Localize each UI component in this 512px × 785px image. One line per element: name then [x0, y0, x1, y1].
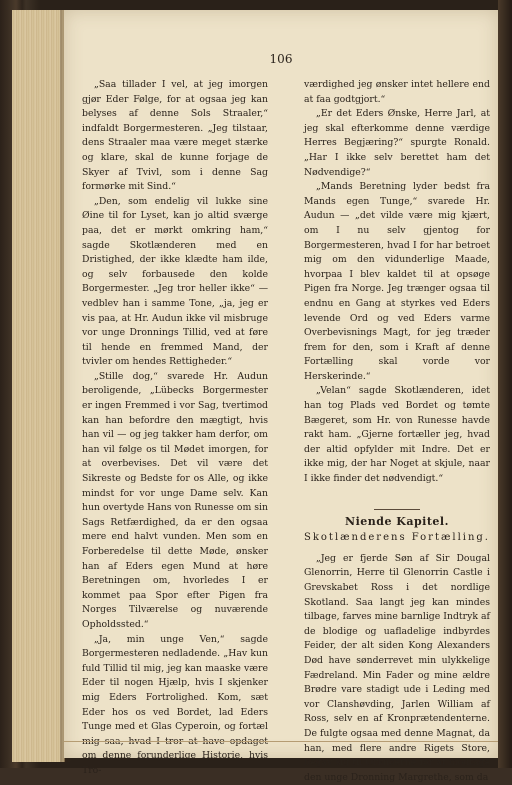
paragraph: „Den, som endelig vil lukke sine Øine til for Lyset, kan jo altid sværge paa, det er mørkt omkring ham,“ sagde Skotlænderen med en Dristighed, der ikke klædte ham ilde, og selv forbausede den kolde Borgermester. „Jeg tror heller ikke“ — vedblev han i samme Tone, „ja, jeg er vis paa, at Hr. Audun ikke vil misbruge vor unge Dronnings Tillid, ved at føre til hende en fremmed Mand, der tvivler om hendes Rettigheder.“ — [82, 195, 268, 368]
facing-page-edge — [498, 0, 512, 768]
paragraph: „Saa tillader I vel, at jeg imorgen gjør Eder Følge, for at ogsaa jeg kan belyses af denne Sols Straaler,“ indfaldt Borgermesteren. „Jeg tilstaar, dens Straaler maa være meget stærke og klare, skal de kunne forjage de Skyer af Tvivl, som i denne Sag formørke mit Sind.“ — [82, 79, 268, 193]
chapter-subtitle: Skotlænderens Fortælling. — [304, 532, 490, 544]
book-page — [64, 10, 498, 783]
page-stack-edge — [12, 10, 65, 762]
paragraph: værdighed jeg ønsker intet hellere end at faa godtgjort.“ — [304, 79, 490, 105]
page-number: 106 — [269, 52, 293, 66]
paragraph: „Jeg er fjerde Søn af Sir Dougal Glenorrin, Herre til Glenorrin Castle i Grevskabet Ross i det nordlige Skotland. Saa langt jeg kan mindes tilbage, farves mine barnlige Indtryk af de blodige og uafladelige indbyrdes Feider, der alt siden Kong Alexanders Død have sønderrevet min ulykkelige Fædreland. Min Fader og mine ældre Brødre vare stadigt ude i Leding med vor Clanshøvding, Jarlen William af Ross, selv en af Kronprætendenterne. De fulgte ogsaa med denne Magnat, da han, med flere andre Rigets Store, begav sig til Orknøerne for at modtage den unge Dronning Margrethe, som da — [304, 552, 490, 783]
right-column — [304, 78, 490, 785]
paragraph: „Stille dog,“ svarede Hr. Audun beroligende, „Lübecks Borgermester er ingen Fremmed i vor Sag, tvertimod kan han befordre den mægtigt, hvis han vil — og jeg takker ham derfor, om han vil følge os til Mødet imorgen, for at overbevises. Det vil være det Sikreste og Bedste for os Alle, og ikke mindst for vor unge Dame selv. Kan hun overtyde Hans von Runesse om sin Sags Retfærdighed, da er den ogsaa mere end halvt vunden. Men som en Forberedelse til dette Møde, ønsker han af Eders egen Mund at høre Beretningen om, hvorledes I er kommet paa Spor efter Pigen fra Norges Tilværelse og nuværende Opholdssted.“ — [82, 370, 268, 630]
chapter-heading: Niende Kapitel. — [304, 509, 490, 530]
paragraph: „Mands Beretning lyder bedst fra Mands egen Tunge,“ svarede Hr. Audun — „det vilde være mig kjært, om I nu selv gjentog for Borgermesteren, hvad I for har betroet mig om den vidunderlige Maade, hvorpaa I blev kaldet til at opsøge Pigen fra Norge. Jeg trænger ogsaa til endnu en Gang at styrkes ved Eders levende Ord og ved Eders varme Overbevisnings Magt, for jeg træder frem for den, som i Kraft af denne Fortælling skal vorde vor Herskerinde.“ — [304, 181, 490, 382]
page-bottom-rule — [64, 741, 498, 750]
paragraph: „Ja, min unge Ven,“ sagde Borgermesteren nedladende. „Hav kun fuld Tillid til mig, jeg kan maaske være Eder til nogen Hjælp, hvis I skjenker mig Eders Fortrolighed. Kom, sæt Eder hos os ved Bordet, lad Eders Tunge med et Glas Cyperoin, og fortæl mig saa, hvad I tror at have opdaget om denne forunderlige Historie, hvis Tro- — [82, 633, 268, 776]
paragraph: „Velan“ sagde Skotlænderen, idet han tog Plads ved Bordet og tømte Bægeret, som Hr. von Runesse havde rakt ham. „Gjerne fortæller jeg, hvad der altid opfylder mit Indre. Det er ikke mig, der har Noget at skjule, naar I ikke finder det nødvendigt.“ — [304, 385, 490, 485]
paragraph: „Er det Eders Ønske, Herre Jarl, at jeg skal efterkomme denne værdige Herres Begjæring?“ spurgte Ronald. „Har I ikke selv berettet ham det Nødvendige?“ — [304, 108, 490, 178]
left-column — [82, 78, 268, 779]
